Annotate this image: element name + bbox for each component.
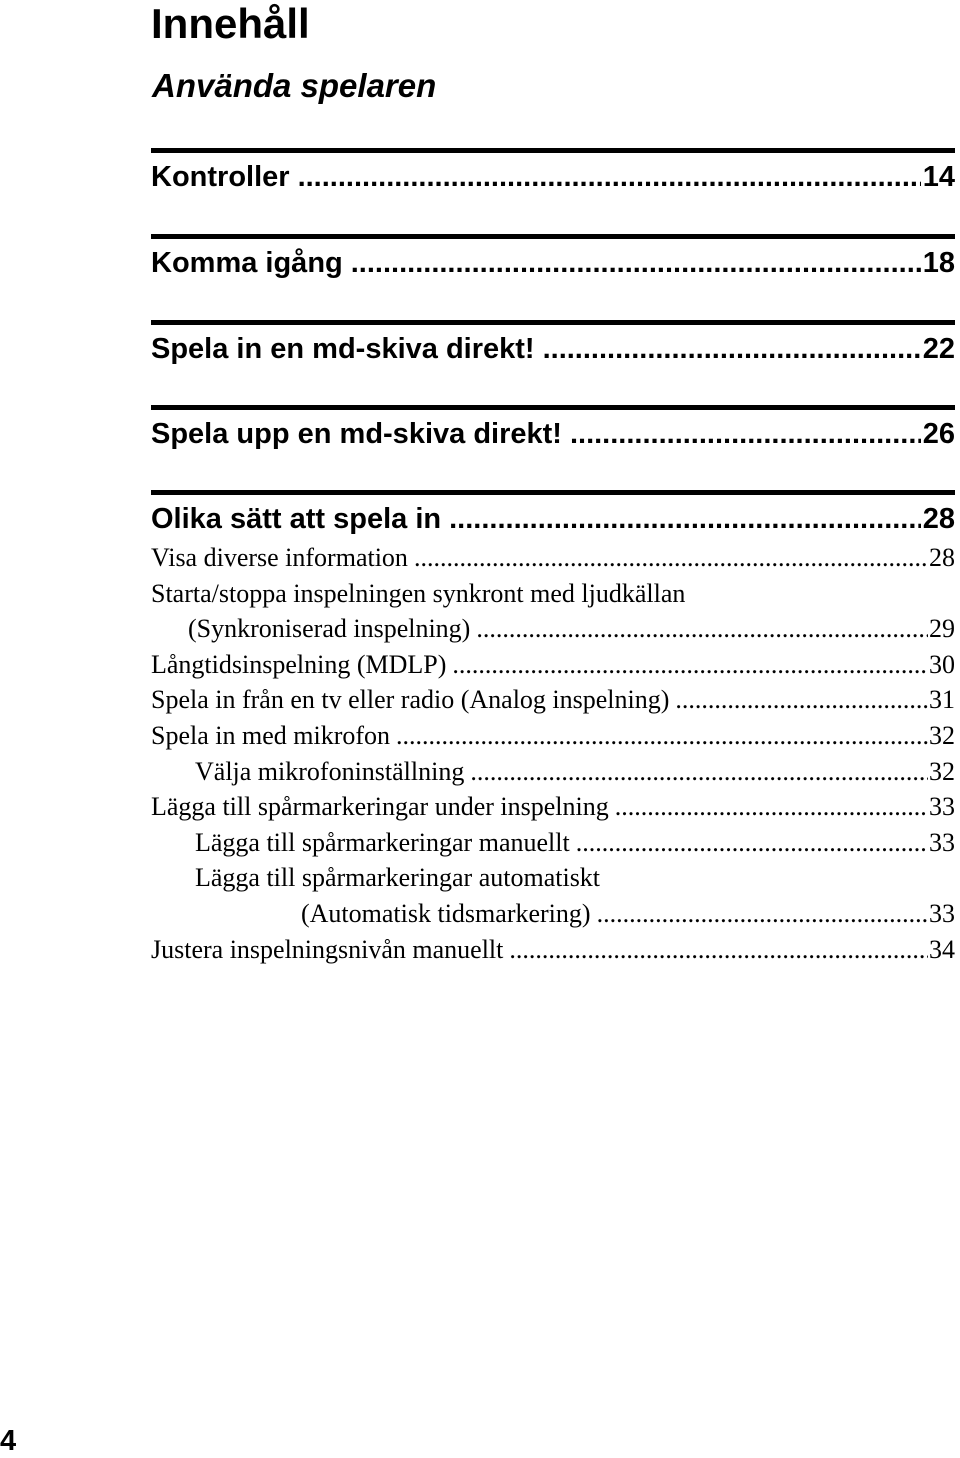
toc-entry-label: Lägga till spårmarkeringar under inspelning (151, 792, 609, 822)
toc-section-page: 18 (922, 247, 955, 279)
dot-leader (476, 612, 928, 645)
toc-section-row[interactable] (151, 417, 955, 451)
toc-entry-label: Starta/stoppa inspelningen synkront med ljudkällan (151, 578, 686, 608)
toc-section-kontroller (151, 148, 955, 194)
toc-entry[interactable] (151, 683, 955, 719)
toc-section-page: 14 (922, 161, 955, 193)
toc-section-spela-in (151, 320, 955, 366)
toc-entry-page: 31 (929, 685, 955, 715)
toc-entry-list (151, 541, 955, 968)
dot-leader (396, 719, 928, 752)
dot-leader (298, 160, 921, 194)
dot-leader (570, 417, 921, 451)
page-title: Innehåll (151, 0, 310, 47)
page-number: 4 (0, 1425, 17, 1457)
toc-section-label: Spela upp en md-skiva direkt! (151, 418, 562, 450)
dot-leader (576, 826, 928, 859)
dot-leader (449, 502, 921, 536)
toc-section-page: 28 (922, 503, 955, 535)
toc-entry-label: (Synkroniserad inspelning) (188, 614, 471, 644)
toc-entry-label: Spela in med mikrofon (151, 720, 391, 750)
toc-entry[interactable] (151, 719, 955, 755)
toc-entry-page: 33 (929, 792, 955, 822)
toc-entry-label: Välja mikrofoninställning (195, 756, 465, 786)
toc-entry-label: Spela in från en tv eller radio (Analog inspelning) (151, 685, 670, 715)
dot-leader (452, 648, 928, 681)
dot-leader (509, 933, 928, 966)
toc-section-label: Olika sätt att spela in (151, 503, 442, 535)
dot-leader (470, 755, 928, 788)
toc-section-row[interactable] (151, 502, 955, 536)
toc-entry[interactable] (151, 541, 955, 577)
dot-leader (675, 683, 928, 716)
toc-section-page: 22 (922, 333, 955, 365)
toc-entry[interactable] (151, 648, 955, 684)
toc-entry-label: (Automatisk tidsmarkering) (301, 898, 591, 928)
toc-entry-label: Lägga till spårmarkeringar automatiskt (195, 863, 601, 893)
toc-section-olika-satt (151, 490, 955, 536)
toc-entry-label: Långtidsinspelning (MDLP) (151, 649, 447, 679)
toc-section-label: Kontroller (151, 161, 290, 193)
toc-entry-page: 34 (929, 934, 955, 964)
toc-entry[interactable] (151, 933, 955, 969)
toc-entry[interactable] (151, 577, 955, 613)
toc-entry-continuation[interactable] (151, 612, 955, 648)
toc-entry-page: 32 (929, 756, 955, 786)
dot-leader (615, 790, 928, 823)
toc-section-label: Spela in en md-skiva direkt! (151, 333, 535, 365)
toc-section-komma-igang (151, 234, 955, 280)
toc-entry-page: 28 (929, 543, 955, 572)
toc-subentry[interactable] (151, 826, 955, 862)
dot-leader (597, 897, 928, 930)
toc-entry-label: Visa diverse information (151, 543, 408, 572)
toc-subentry-continuation[interactable] (151, 897, 955, 933)
toc-section-row[interactable] (151, 246, 955, 280)
toc-subentry[interactable] (151, 861, 955, 897)
dot-leader (351, 246, 921, 280)
toc-section-spela-upp (151, 405, 955, 451)
dot-leader (543, 332, 921, 366)
page-subtitle: Använda spelaren (152, 67, 437, 104)
toc-entry-page: 33 (929, 827, 955, 857)
toc-section-label: Komma igång (151, 247, 343, 279)
toc-subentry[interactable] (151, 755, 955, 791)
toc-entry-page: 30 (929, 649, 955, 679)
toc-entry-label: Lägga till spårmarkeringar manuellt (195, 827, 570, 857)
dot-leader (414, 541, 928, 574)
toc-entry-page: 33 (929, 898, 955, 928)
toc-entry-page: 29 (929, 614, 955, 644)
toc-entry-page: 32 (929, 720, 955, 750)
toc-section-page: 26 (922, 418, 955, 450)
toc-section-row[interactable] (151, 160, 955, 194)
toc-section-row[interactable] (151, 332, 955, 366)
toc-entry-label: Justera inspelningsnivån manuellt (151, 934, 504, 964)
toc-entry[interactable] (151, 790, 955, 826)
